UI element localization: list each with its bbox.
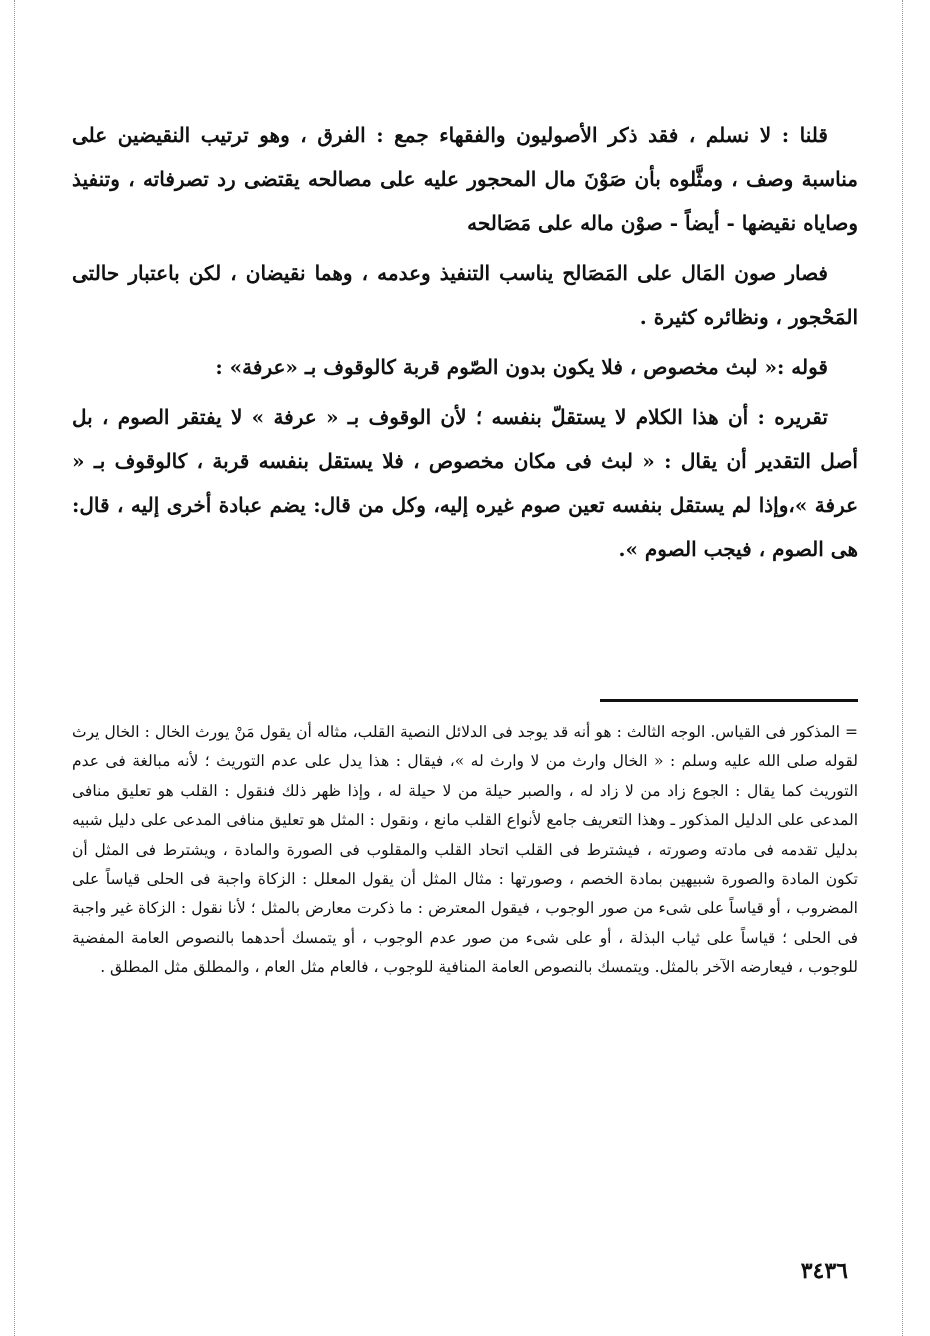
right-margin-dotted-rule — [902, 0, 903, 1336]
main-paragraph-3: قوله :« لبث مخصوص ، فلا يكون بدون الصّوم قربة كالوقوف بـ «عرفة» : — [215, 355, 828, 379]
main-paragraph-2: فصار صون المَال على المَصَالح يناسب التنفيذ وعدمه ، وهما نقيضان ، لكن باعتبار حالتى المَحْجور ، ونظائره كثيرة . — [72, 261, 858, 329]
left-margin-dotted-rule — [14, 0, 15, 1336]
footnote-section — [72, 718, 858, 983]
main-text-body — [72, 113, 858, 577]
main-paragraph-1: قلنا : لا نسلم ، فقد ذكر الأصوليون والفقهاء جمع : الفرق ، وهو ترتيب النقيضين على مناسبة وصف ، ومثَّلوه بأن صَوْنَ مال المحجور عليه على مصالحه يقتضى رد تصرفاته ، وتنفيذ وصاياه نقيضها - أيضاً - صوْن ماله على مَصَالحه — [72, 123, 858, 235]
footnote-separator — [600, 699, 858, 702]
main-paragraph-4: تقريره : أن هذا الكلام لا يستقلّ بنفسه ؛ لأن الوقوف بـ « عرفة » لا يفتقر الصوم ، بل أصل التقدير أن يقال : « لبث فى مكان مخصوص ، فلا يستقل بنفسه قربة ، كالوقوف بـ « عرفة »،وإذا لم يستقل بنفسه تعين صوم غيره إليه، وكل من قال: يضم عبادة أخرى إليه ، قال: هى الصوم ، فيجب الصوم ». — [72, 405, 858, 561]
page-number: ٣٤٣٦ — [800, 1258, 848, 1284]
footnote-text: = المذكور فى القياس. الوجه الثالث : هو أنه قد يوجد فى الدلائل النصية القلب، مثاله أن يقول مَنْ يورث الخال : الخال يرث لقوله صلى الله عليه وسلم : « الخال وارث من لا وارث له »، فيقال : هذا يدل على عدم التوريث ؛ لأنه مبالغة فى عدم التوريث كما يقال : الجوع زاد من لا زاد له ، والصبر حيلة من لا حيلة له ، وإذا ظهر ذلك فنقول : القلب هو تعليق منافى المدعى على الدليل المذكور ـ وهذا التعريف جامع لأنواع القلب مانع ، ونقول : المثل هو تعليق منافى المدعى على دليل شبيه بدليل تقدمه فى مادته وصورته ، فيشترط فى القلب اتحاد القلب والمقلوب فى الصورة والمادة ، ويشترط فى المثل أن تكون المادة والصورة شبيهين بمادة الخصم ، وصورتها : مثال المثل أن يقول المعلل : الزكاة واجبة فى الحلى قياساً على المضروب ، أو قياساً على شىء من صور الوجوب ، فيقول المعترض : ما ذكرت معارض بالمثل ؛ لأنا نقول : الزكاة غير واجبة فى الحلى ؛ قياساً على ثياب البذلة ، أو على شىء من صور عدم الوجوب ، أو يتمسك أحدهما بالنصوص العامة المفضية للوجوب ، فيعارضه الآخر بالمثل. ويتمسك بالنصوص العامة المنافية للوجوب ، فالعام مثل العام ، والمطلق مثل المطلق . — [72, 723, 858, 977]
